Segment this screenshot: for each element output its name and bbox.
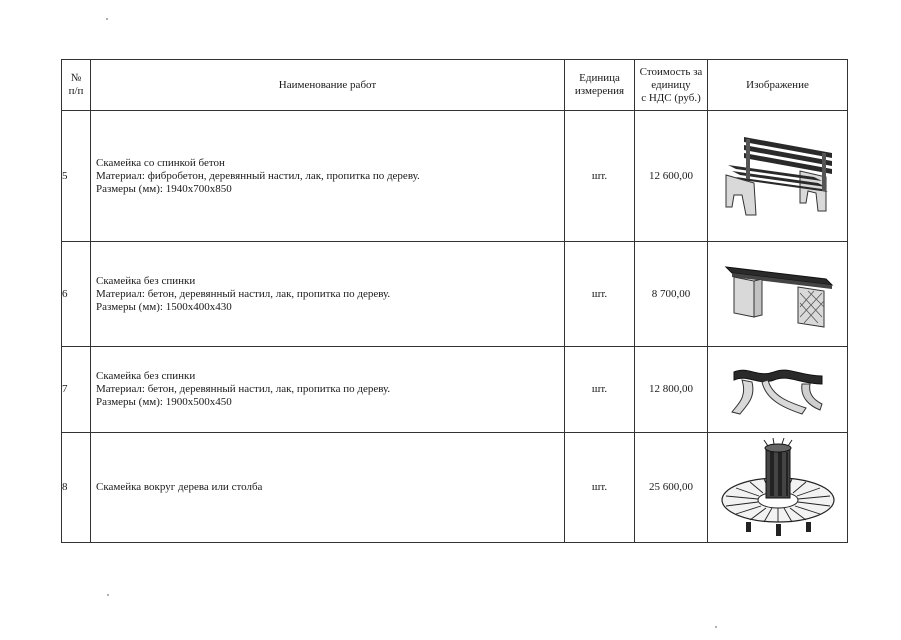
header-unit-line1: Единица	[579, 72, 620, 84]
row-description	[91, 111, 565, 242]
table-row	[62, 111, 848, 242]
scan-speck	[106, 18, 108, 20]
item-material: Материал: бетон, деревянный настил, лак, пропитка по дереву.	[96, 383, 391, 395]
header-unit	[565, 60, 635, 111]
row-description	[91, 347, 565, 433]
row-unit: шт.	[565, 347, 635, 433]
item-title: Скамейка со спинкой бетон	[96, 156, 225, 169]
header-number	[62, 60, 91, 111]
item-title: Скамейка вокруг дерева или столба	[96, 481, 263, 493]
row-number: 6	[62, 242, 91, 347]
header-number-line1: №	[70, 72, 82, 84]
row-unit: шт.	[565, 242, 635, 347]
header-price-line3: с НДС (руб.)	[641, 91, 701, 104]
item-title: Скамейка без спинки	[96, 274, 196, 287]
row-number: 5	[62, 111, 91, 242]
row-unit: шт.	[565, 433, 635, 543]
row-number: 7	[62, 347, 91, 433]
header-name: Наименование работ	[91, 60, 565, 111]
table-row	[62, 242, 848, 347]
scan-speck	[715, 626, 717, 628]
item-size: Размеры (мм): 1940x700x850	[96, 182, 232, 195]
header-price	[635, 60, 708, 111]
row-price: 8 700,00	[635, 242, 708, 347]
row-number: 8	[62, 433, 91, 543]
table-row	[62, 433, 848, 543]
row-price: 12 800,00	[635, 347, 708, 433]
price-table	[61, 59, 848, 543]
item-size: Размеры (мм): 1900x500x450	[96, 396, 232, 408]
item-material: Материал: бетон, деревянный настил, лак, пропитка по дереву.	[96, 287, 391, 300]
bench-with-backrest-icon	[722, 135, 834, 217]
row-description	[91, 242, 565, 347]
row-image	[708, 433, 848, 543]
header-price-line2: единицу	[651, 78, 691, 91]
row-description	[91, 433, 565, 543]
row-price: 25 600,00	[635, 433, 708, 543]
table-row	[62, 347, 848, 433]
round-tree-bench-icon	[718, 438, 838, 538]
header-unit-line2: измерения	[574, 85, 625, 97]
backless-bench-icon	[722, 259, 834, 329]
row-unit: шт.	[565, 111, 635, 242]
row-image	[708, 111, 848, 242]
scan-speck	[107, 594, 109, 596]
row-price: 12 600,00	[635, 111, 708, 242]
item-title: Скамейка без спинки	[96, 370, 196, 382]
row-image	[708, 242, 848, 347]
row-image	[708, 347, 848, 433]
item-size: Размеры (мм): 1500x400x430	[96, 300, 232, 313]
header-price-line1: Стоимость за	[639, 65, 703, 78]
table-header-row	[62, 60, 848, 111]
header-image: Изображение	[708, 60, 848, 111]
header-number-line2: п/п	[68, 85, 84, 97]
item-material: Материал: фибробетон, деревянный настил, лак, пропитка по дереву.	[96, 169, 420, 182]
curved-bench-icon	[728, 362, 828, 418]
